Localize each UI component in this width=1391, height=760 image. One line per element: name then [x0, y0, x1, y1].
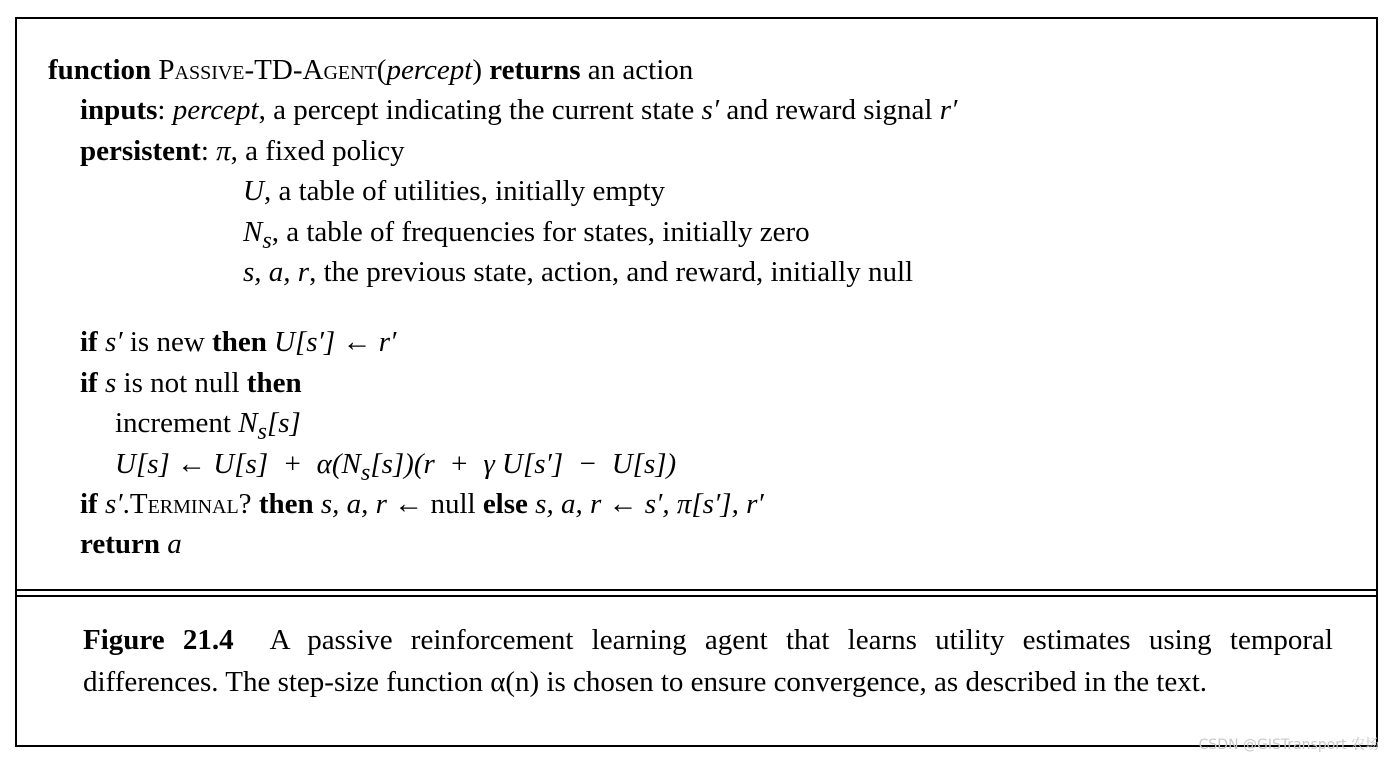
line3-index: [s]: [266, 407, 301, 440]
line5-var: s′: [104, 487, 123, 520]
body-line-2: [48, 363, 957, 403]
caption-divider-top: [15, 589, 1378, 591]
kw-then: then: [212, 326, 267, 359]
kw-inputs: inputs: [80, 94, 158, 127]
line5-expr2: s, a, r ← s′, π[s′], r′: [535, 487, 764, 520]
body-line-6: [48, 524, 957, 564]
watermark: CSDN @GISTransport 农场: [1198, 737, 1379, 753]
figure-label: Figure 21.4: [83, 624, 234, 656]
caption-divider-bottom: [15, 595, 1378, 597]
line3-text: increment: [115, 407, 239, 440]
inputs-param: percept: [172, 94, 259, 127]
terminal-test: .Terminal?: [122, 487, 252, 520]
kw-else: else: [482, 487, 528, 520]
update-expr-sub: s: [360, 458, 371, 486]
policy-text: , a fixed policy: [230, 134, 405, 167]
function-param: percept: [386, 54, 473, 86]
body-line-4: [48, 444, 957, 484]
kw-then: then: [258, 487, 314, 520]
kw-return: return: [80, 528, 161, 561]
line5-null: null: [430, 487, 476, 520]
kw-if: if: [80, 366, 98, 399]
inputs-state-var: s′: [701, 94, 720, 127]
body-line-3: [48, 403, 957, 443]
line3-var-sub: s: [257, 417, 267, 445]
kw-then: then: [246, 366, 302, 399]
prev-vars: s, a, r: [243, 255, 310, 288]
line2-text: is not null: [116, 366, 247, 399]
algorithm-pseudocode: [48, 50, 957, 565]
inputs-reward-var: r′: [939, 94, 958, 127]
inputs-text-2: and reward signal: [719, 94, 940, 127]
line3-var: N: [238, 407, 258, 440]
freq-text: , a table of frequencies for states, initially zero: [271, 215, 810, 248]
inputs-line: inputs: percept, a percept indicating the current state s′ and reward signal r′: [80, 94, 958, 127]
persistent-previous-line: [48, 252, 957, 292]
line1-var: s′: [104, 326, 123, 359]
function-name: Passive-TD-Agent: [158, 54, 377, 86]
persistent-utilities-line: [48, 171, 957, 211]
persistent-frequencies-line: [48, 212, 957, 252]
line1-text: is new: [122, 326, 213, 359]
body-line-1: [48, 322, 957, 362]
kw-function: function: [48, 54, 152, 86]
line5-expr1: s, a, r ←: [320, 487, 431, 520]
kw-persistent: persistent: [80, 134, 201, 167]
body-line-5: [48, 484, 957, 524]
utility-var: U: [243, 175, 264, 208]
kw-if: if: [80, 487, 98, 520]
update-expr: U[s] ← U[s] + α(N: [115, 447, 361, 480]
update-expr-rest: [s])(r + γ U[s′] − U[s]): [370, 447, 677, 480]
figure-caption: [83, 619, 1333, 703]
utility-text: , a table of utilities, initially empty: [263, 175, 666, 208]
line1-expr: U[s′] ← r′: [274, 326, 397, 359]
algorithm-header: function Passive-TD-Agent(percept) returns an action: [48, 54, 694, 86]
kw-if: if: [80, 326, 98, 359]
kw-returns: returns: [489, 54, 581, 86]
persistent-line: persistent: π, a fixed policy: [80, 134, 405, 167]
policy-var: π: [216, 134, 231, 167]
freq-var: N: [243, 215, 263, 248]
spacer: [48, 292, 957, 322]
prev-text: , the previous state, action, and reward, initially null: [309, 255, 914, 288]
freq-var-sub: s: [262, 226, 272, 254]
return-var: a: [167, 528, 182, 561]
line2-var: s: [104, 366, 117, 399]
caption-text: A passive reinforcement learning agent that learns utility estimates using temporal differences. The step-size function α(n) is chosen to ensure convergence, as described in the text.: [83, 624, 1333, 698]
returns-text: an action: [580, 54, 694, 86]
inputs-text: , a percept indicating the current state: [258, 94, 702, 127]
